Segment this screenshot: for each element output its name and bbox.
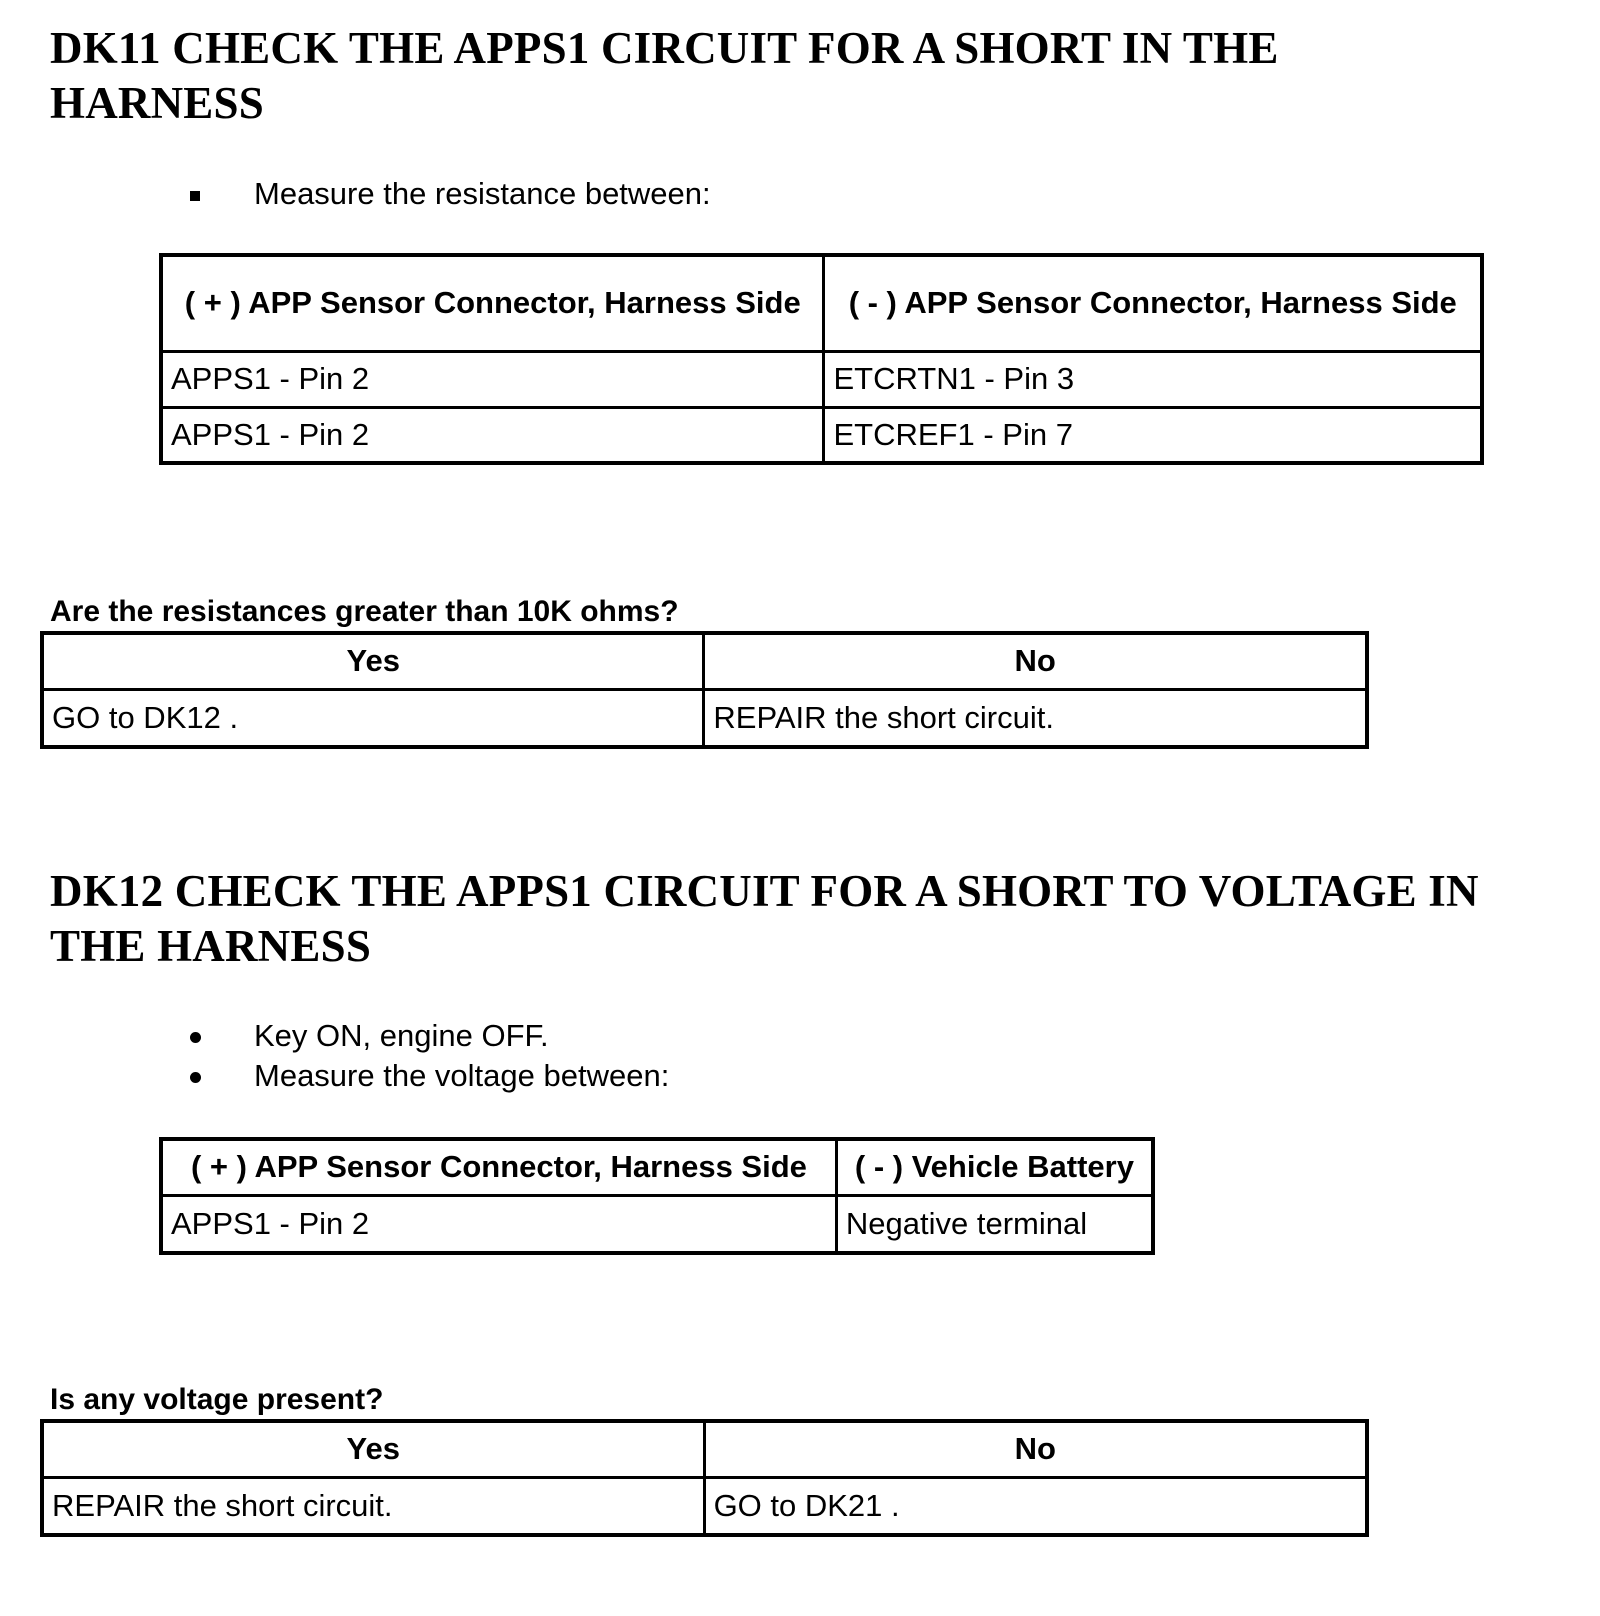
table-cell: APPS1 - Pin 2 (161, 407, 824, 463)
plus-header: ( + ) APP Sensor Connector, Harness Side (161, 255, 824, 351)
no-header: No (704, 1421, 1367, 1477)
dk12-question: Is any voltage present? (50, 1383, 384, 1416)
table-header-row (42, 1421, 1367, 1477)
table-header-row (161, 255, 1482, 351)
minus-header: ( - ) Vehicle Battery (836, 1139, 1153, 1195)
round-bullet-icon (190, 1032, 201, 1043)
dk12-answer-table (40, 1419, 1369, 1537)
table-cell: APPS1 - Pin 2 (161, 351, 824, 407)
minus-header: ( - ) APP Sensor Connector, Harness Side (824, 255, 1482, 351)
no-action: REPAIR the short circuit. (704, 689, 1367, 747)
dk11-resistance-table (159, 253, 1484, 465)
step-text: Key ON, engine OFF. (254, 1018, 549, 1053)
yes-action: REPAIR the short circuit. (42, 1477, 704, 1535)
plus-header: ( + ) APP Sensor Connector, Harness Side (161, 1139, 836, 1195)
round-bullet-icon (190, 1072, 201, 1083)
dk11-answer-table (40, 631, 1369, 749)
dk11-steps (190, 174, 711, 214)
step-item (190, 1016, 669, 1056)
table-row (161, 1195, 1153, 1253)
table-row (161, 351, 1482, 407)
dk12-heading: DK12 CHECK THE APPS1 CIRCUIT FOR A SHORT TO VOLTAGE IN THE HARNESS (50, 866, 1479, 971)
table-cell: ETCRTN1 - Pin 3 (824, 351, 1482, 407)
yes-header: Yes (42, 1421, 704, 1477)
dk11-heading: DK11 CHECK THE APPS1 CIRCUIT FOR A SHORT IN THE HARNESS (50, 23, 1279, 128)
table-row (161, 407, 1482, 463)
no-header: No (704, 633, 1367, 689)
table-cell: Negative terminal (836, 1195, 1153, 1253)
square-bullet-icon (190, 191, 200, 201)
step-item (190, 1056, 669, 1096)
dk12-voltage-table (159, 1137, 1155, 1255)
table-row (42, 689, 1367, 747)
step-text: Measure the voltage between: (254, 1058, 670, 1093)
yes-action: GO to DK12 . (42, 689, 704, 747)
step-item (190, 174, 711, 214)
dk12-steps (190, 1016, 669, 1096)
table-cell: ETCREF1 - Pin 7 (824, 407, 1482, 463)
table-header-row (42, 633, 1367, 689)
table-row (42, 1477, 1367, 1535)
table-cell: APPS1 - Pin 2 (161, 1195, 836, 1253)
table-header-row (161, 1139, 1153, 1195)
no-action: GO to DK21 . (704, 1477, 1367, 1535)
step-text: Measure the resistance between: (254, 176, 711, 211)
yes-header: Yes (42, 633, 704, 689)
dk11-question: Are the resistances greater than 10K ohms? (50, 595, 679, 628)
